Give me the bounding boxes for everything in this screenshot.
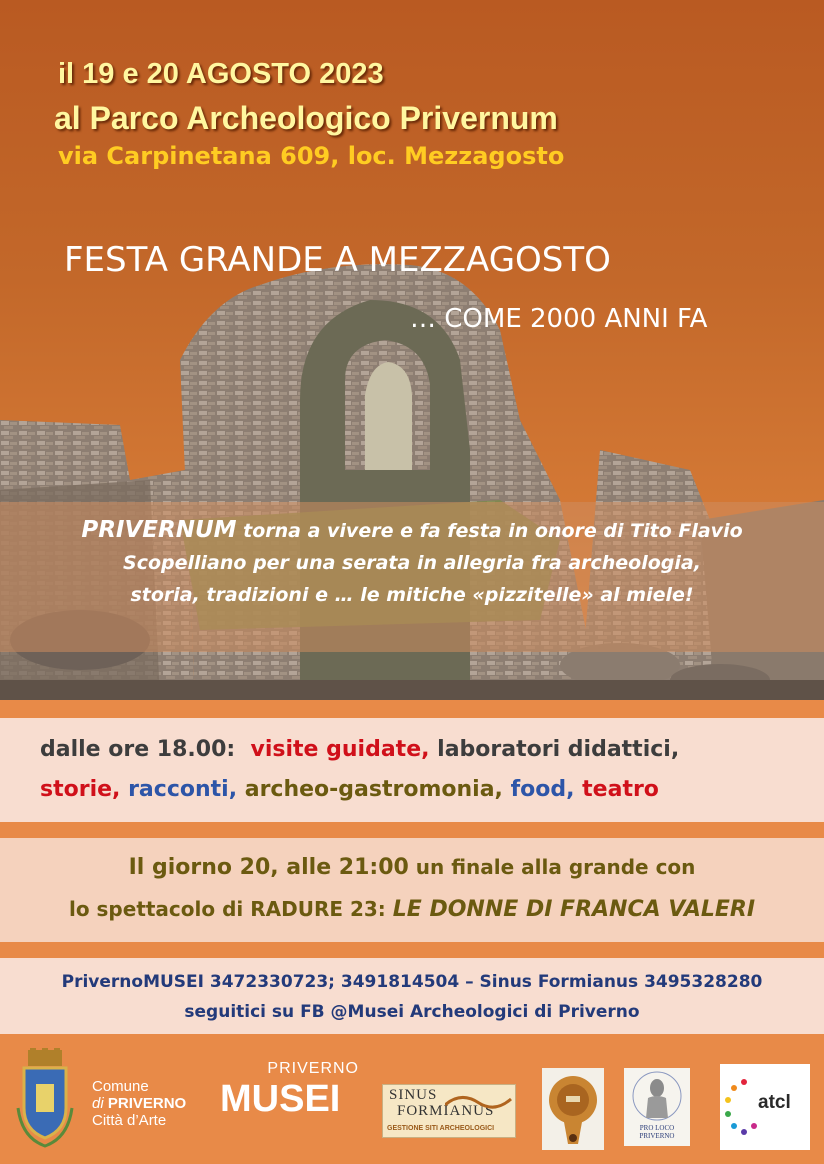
programme-storie: storie,: [40, 777, 121, 802]
finale-line-2: [0, 897, 824, 922]
programme-racconti: racconti,: [128, 777, 238, 802]
finale-line-1: [0, 855, 824, 880]
programme-food: food,: [510, 777, 575, 802]
show-title: LE DONNE DI FRANCA VALERI: [392, 897, 756, 922]
event-address: via Carpinetana 609, loc. Mezzagosto: [58, 142, 565, 170]
programme-archeo: archeo-gastromonia,: [244, 777, 503, 802]
comune-name-line: [92, 1095, 186, 1112]
event-subtitle: … COME 2000 ANNI FA: [410, 304, 708, 334]
comune-di: di: [92, 1095, 104, 1112]
priverno-musei-logo: [220, 1060, 365, 1140]
atcl-text: atcl: [758, 1092, 791, 1113]
event-dates: il 19 e 20 AGOSTO 2023: [58, 58, 384, 90]
programme-laboratori: laboratori didattici,: [437, 737, 680, 762]
intro-line-2: Scopelliano per una serata in allegria fra archeologia,: [123, 552, 701, 574]
proloco-text: PRO LOCO PRIVERNO: [639, 1124, 675, 1140]
sinus-line-3: GESTIONE SITI ARCHEOLOGICI: [387, 1125, 495, 1132]
intro-line-1-rest: torna a vivere e fa festa in onore di Tito Flavio: [236, 520, 743, 542]
sinus-line-2: FORMIANUS: [397, 1103, 495, 1119]
contact-phones: PrivernoMUSEI 3472330723; 3491814504 – Sinus Formianus 3495328280: [61, 972, 763, 992]
programme-band: [0, 718, 824, 822]
sinus-wave-icon: [445, 1091, 513, 1121]
event-venue: al Parco Archeologico Privernum: [54, 100, 558, 136]
statue-icon: [624, 1068, 690, 1124]
programme-visite: visite guidate,: [250, 737, 430, 762]
atcl-logo: [720, 1064, 810, 1150]
sinus-formianus-logo: [382, 1084, 516, 1138]
privernum-name: PRIVERNUM: [81, 517, 237, 543]
contact-facebook: seguitici su FB @Musei Archeologici di Priverno: [184, 1002, 640, 1022]
event-title: FESTA GRANDE A MEZZAGOSTO: [64, 240, 611, 280]
finale-when: Il giorno 20, alle 21:00: [128, 855, 409, 880]
sinus-line-1: SINUS: [389, 1087, 438, 1103]
programme-line-1: [40, 737, 679, 762]
intro-text: [10, 514, 814, 611]
oil-lamp-icon: [542, 1068, 604, 1150]
finale-rest: un finale alla grande con: [408, 855, 696, 879]
musei-top-text: PRIVERNO: [267, 1060, 359, 1077]
comune-subtitle: Città d’Arte: [92, 1112, 167, 1129]
comune-name: PRIVERNO: [103, 1095, 187, 1112]
finale-prefix: lo spettacolo di RADURE 23:: [68, 897, 393, 921]
priverno-crest-icon: [14, 1048, 76, 1148]
musei-main-text: MUSEI: [220, 1078, 341, 1120]
comune-label: Comune: [92, 1078, 149, 1095]
programme-teatro: teatro: [582, 777, 659, 802]
proloco-logo: [624, 1068, 690, 1146]
sponsor-footer: [0, 1048, 824, 1164]
intro-line-1: [10, 514, 814, 547]
intro-line-3: storia, tradizioni e … le mitiche «pizzitelle» al miele!: [130, 584, 694, 606]
programme-line-2: [40, 777, 659, 802]
programme-time: dalle ore 18.00:: [40, 737, 236, 762]
contact-band: [0, 958, 824, 1034]
comune-logo-text: [92, 1078, 186, 1129]
finale-band: [0, 838, 824, 942]
